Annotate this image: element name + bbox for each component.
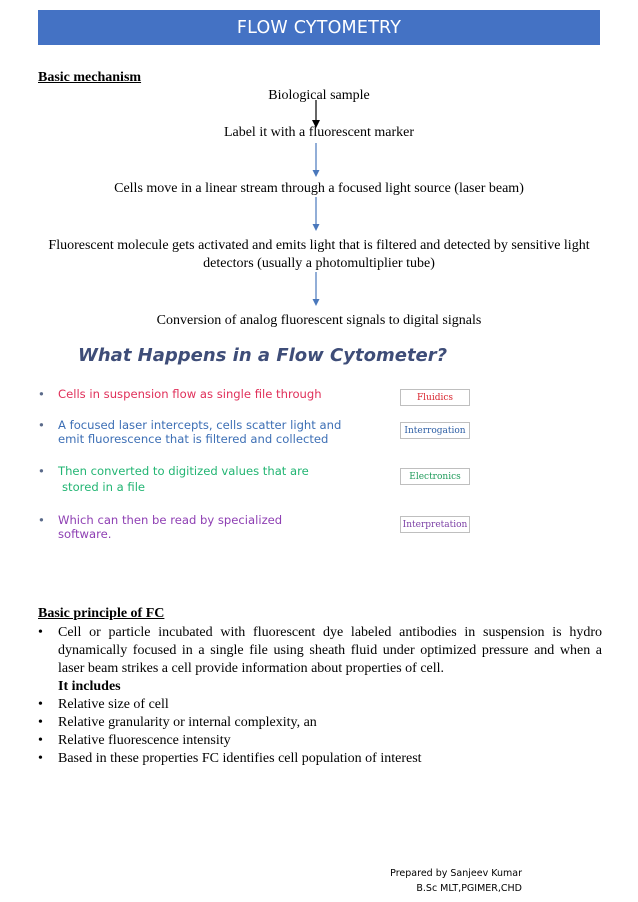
step-fluorescent-activation: Fluorescent molecule gets activated and emits light that is filtered and detected by sensitive light detectors (usually a photomultiplier tube) — [48, 238, 590, 271]
figure-bullet-text-cont: stored in a file — [62, 480, 146, 494]
list-item-text: Relative size of cell — [58, 697, 169, 712]
figure-bullet-electronics — [38, 464, 309, 494]
bullet-icon: • — [38, 418, 45, 432]
step-analog-to-digital: Conversion of analog fluorescent signals to digital signals — [156, 313, 482, 328]
principle-intro-text: Cell or particle incubated with fluorescent dye labeled antibodies in suspension is hydro dynamically focused in a single file using sheath fluid under optimized pressure and when a laser beam strikes a cell provide information about properties of cell. — [58, 625, 602, 676]
includes-label: It includes — [58, 679, 121, 694]
bullet-icon: • — [38, 751, 43, 766]
bullet-icon: • — [38, 697, 43, 712]
step-linear-stream: Cells move in a linear stream through a focused light source (laser beam) — [114, 181, 524, 196]
figure-bullet-text-cont: emit fluorescence that is filtered and collected — [58, 432, 329, 446]
bullet-icon: • — [38, 715, 43, 730]
figure-bullet-fluidics — [38, 387, 322, 401]
figure-bullet-interpretation — [38, 513, 282, 541]
figure-bullet-text-cont: software. — [58, 527, 112, 541]
figure-bullet-text: A focused laser intercepts, cells scatter light and — [58, 418, 342, 432]
bullet-icon: • — [38, 513, 45, 527]
flow-cytometer-figure — [30, 340, 480, 555]
bullet-icon: • — [38, 387, 45, 401]
flow-arrow-blue — [310, 197, 322, 232]
bullet-icon: • — [38, 733, 43, 748]
list-item — [38, 732, 602, 750]
principle-list — [38, 624, 602, 768]
bullet-icon: • — [38, 625, 43, 640]
footer-affiliation: B.Sc MLT,PGIMER,CHD — [416, 883, 522, 894]
list-item-text: Relative fluorescence intensity — [58, 733, 231, 748]
principle-heading: Basic principle of FC — [38, 606, 165, 621]
step-biological-sample: Biological sample — [268, 88, 370, 103]
list-item — [38, 714, 602, 732]
list-item — [38, 696, 602, 714]
flow-arrow-blue — [310, 272, 322, 307]
mechanism-heading: Basic mechanism — [38, 70, 142, 85]
bullet-icon: • — [38, 464, 45, 478]
list-item-text: Based in these properties FC identifies cell population of interest — [58, 751, 422, 766]
step-label-marker: Label it with a fluorescent marker — [223, 125, 415, 140]
list-item-text: Relative granularity or internal complexity, an — [58, 715, 317, 730]
page-title: FLOW CYTOMETRY — [38, 10, 600, 45]
tag-electronics: Electronics — [400, 468, 470, 485]
figure-bullet-text: Which can then be read by specialized — [58, 513, 283, 527]
tag-fluidics: Fluidics — [400, 389, 470, 406]
principle-intro-item — [38, 624, 602, 678]
flow-arrow-blue — [310, 143, 322, 178]
figure-bullet-text: Cells in suspension flow as single file through — [58, 387, 322, 401]
figure-bullet-text: Then converted to digitized values that are — [58, 464, 309, 478]
figure-title: What Happens in a Flow Cytometer? — [78, 345, 448, 366]
tag-interpretation: Interpretation — [400, 516, 470, 533]
list-item — [38, 750, 602, 768]
tag-interrogation: Interrogation — [400, 422, 470, 439]
footer-author: Prepared by Sanjeev Kumar — [390, 868, 522, 879]
footer-credit — [390, 866, 522, 896]
figure-bullet-interrogation — [38, 418, 341, 446]
